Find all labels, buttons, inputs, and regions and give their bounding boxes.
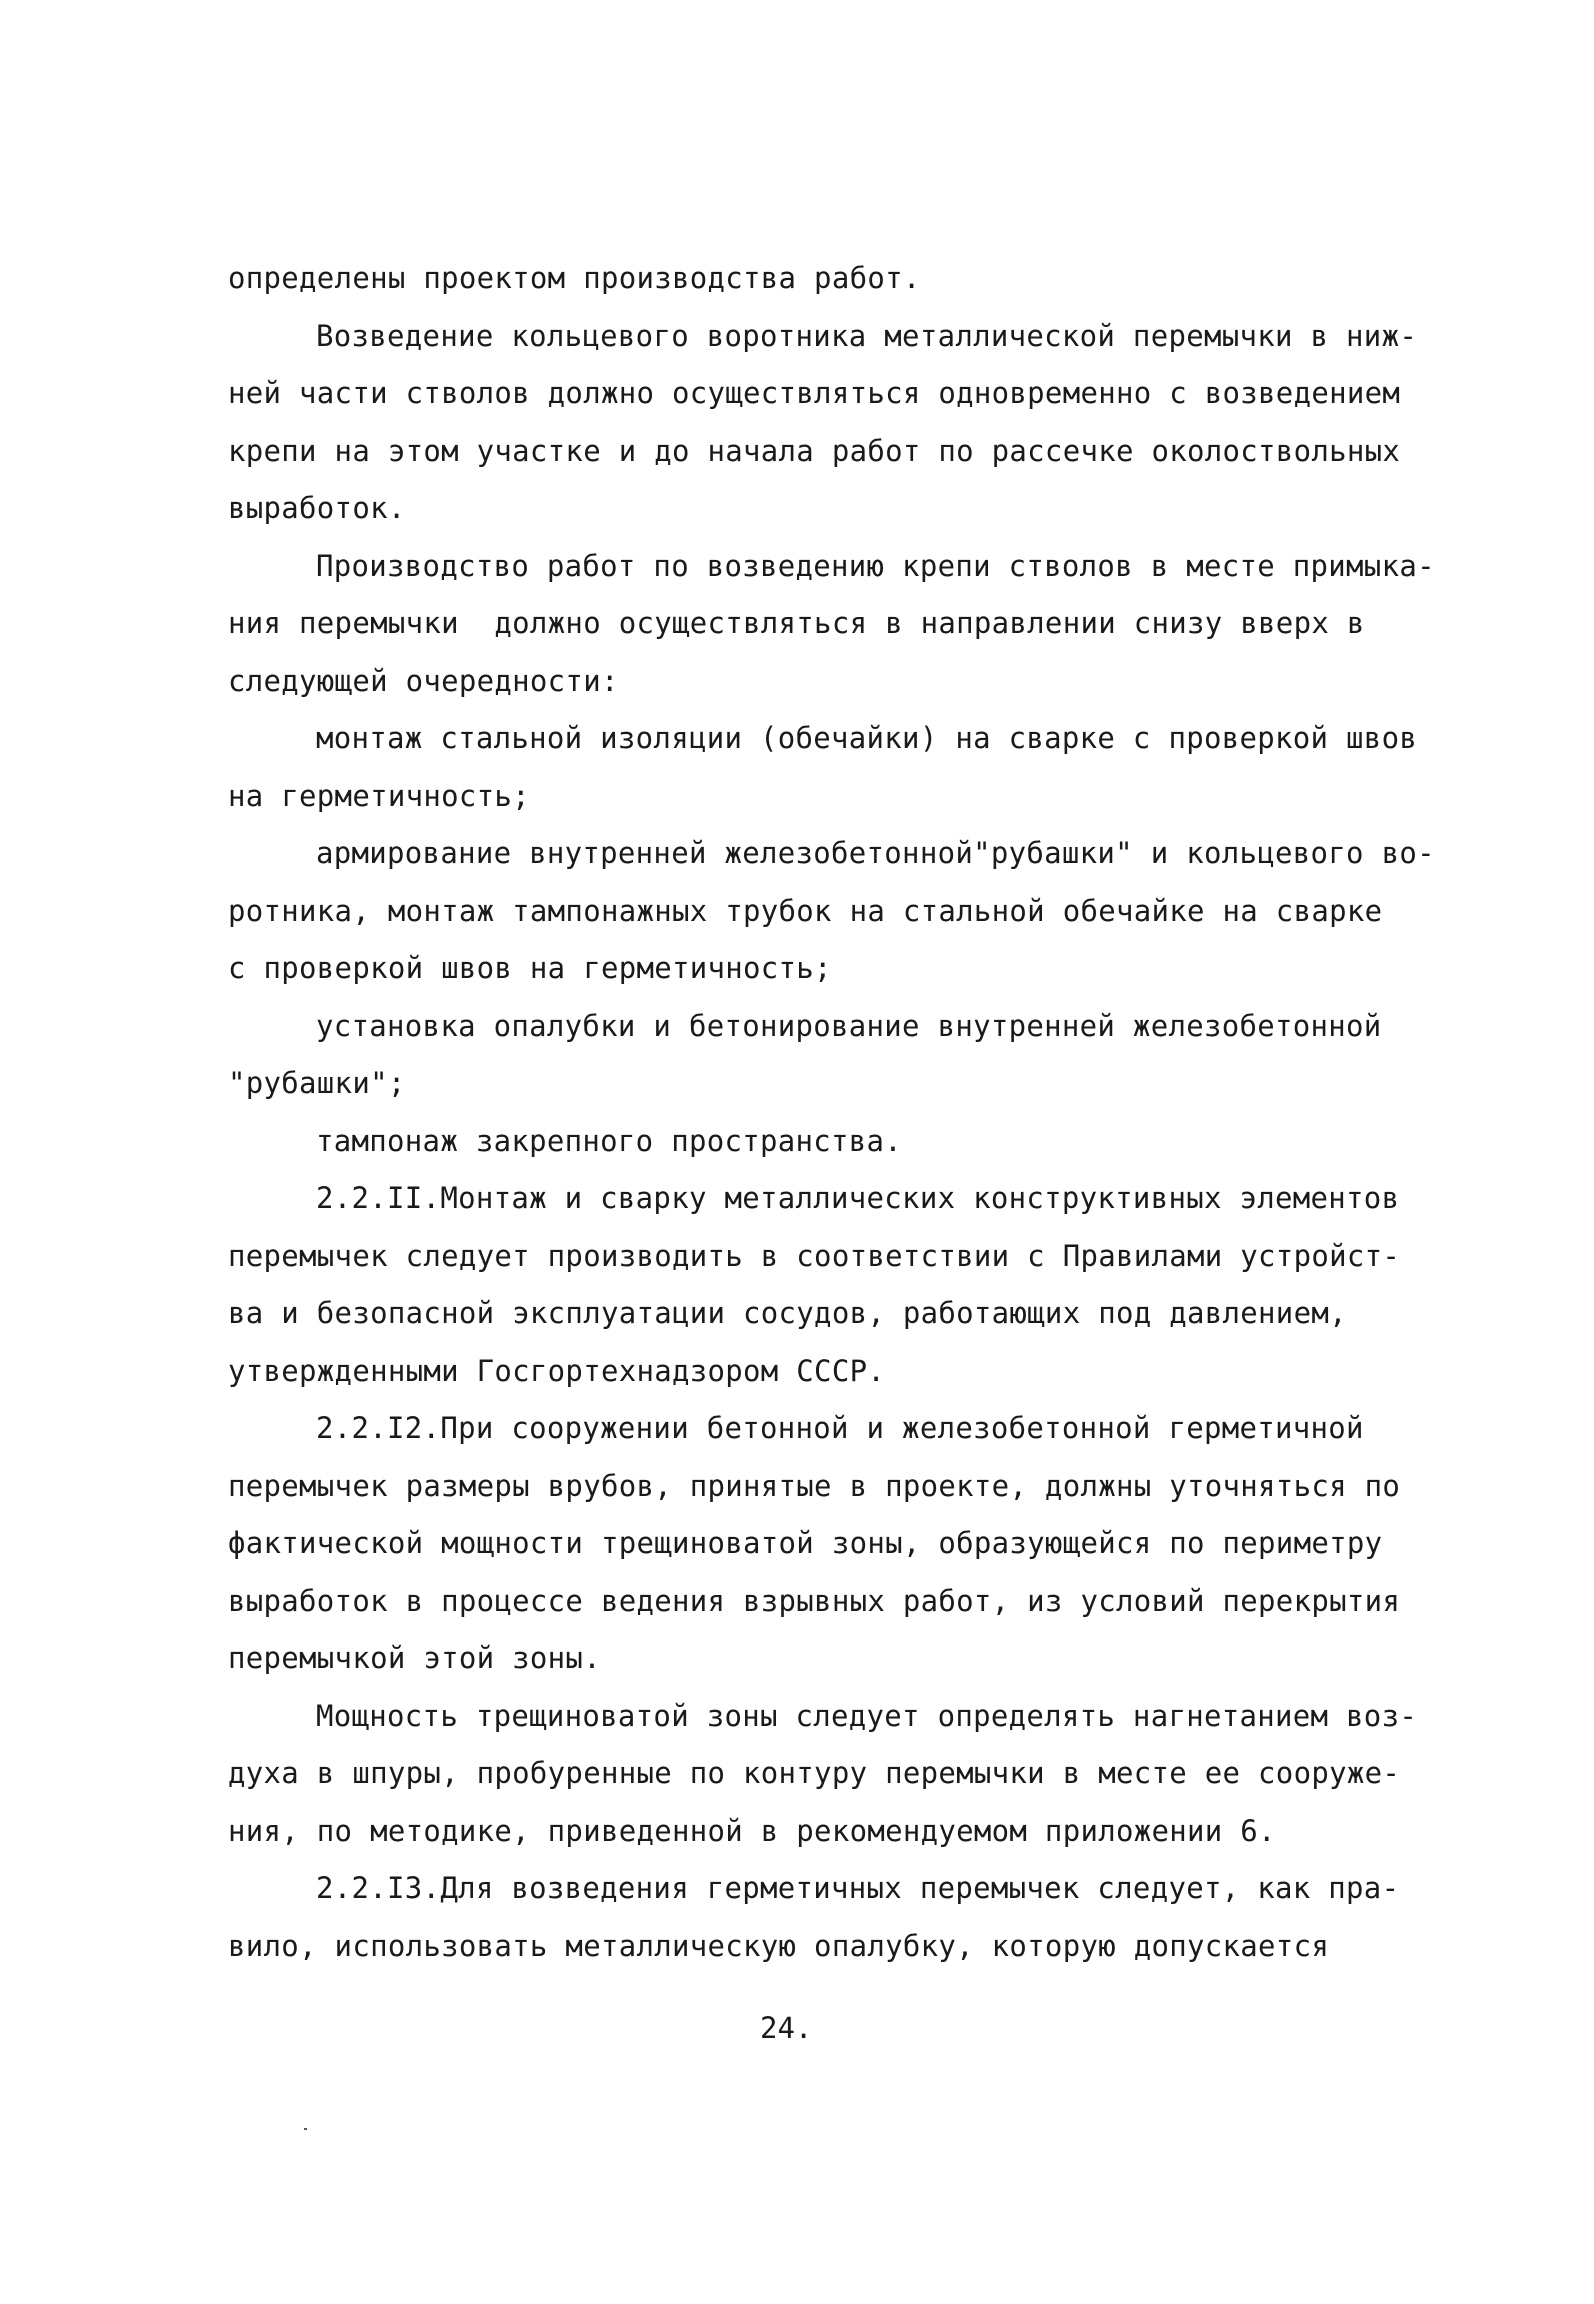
text-line: выработок в процессе ведения взрывных работ, из условий перекрытия: [228, 1583, 1401, 1618]
text-line: определены проектом производства работ.: [228, 261, 921, 295]
text-line: Мощность трещиноватой зоны следует определять нагнетанием воз-: [316, 1698, 1418, 1733]
text-line: армирование внутренней железобетонной"рубашки" и кольцевого во-: [316, 836, 1435, 870]
text-line: установка опалубки и бетонирование внутренней железобетонной: [316, 1008, 1382, 1043]
text-line: ротника, монтаж тампонажных трубок на стальной обечайке на сварке: [228, 893, 1383, 928]
text-line: утвержденными Госгортехнадзором СССР.: [228, 1353, 886, 1388]
text-line: "рубашки";: [228, 1066, 406, 1100]
text-line: на герметичность;: [228, 778, 530, 813]
text-line: вило, использовать металлическую опалубку, которую допускается: [228, 1928, 1330, 1963]
text-line: духа в шпуры, пробуренные по контуру перемычки в месте ее сооруже-: [228, 1756, 1401, 1790]
text-line: монтаж стальной изоляции (обечайки) на сварке с проверкой швов: [316, 721, 1418, 755]
text-line: фактической мощности трещиноватой зоны, образующейся по периметру: [228, 1526, 1383, 1560]
text-line: Производство работ по возведению крепи стволов в месте примыка-: [316, 548, 1435, 583]
text-line: 2.2.I3.Для возведения герметичных перемычек следует, как пра-: [316, 1871, 1400, 1905]
text-line: перемычкой этой зоны.: [228, 1641, 601, 1675]
scan-speck: [304, 2128, 307, 2130]
text-line: 2.2.II.Монтаж и сварку металлических конструктивных элементов: [316, 1181, 1400, 1215]
text-line: крепи на этом участке и до начала работ по рассечке околоствольных: [228, 433, 1401, 468]
text-line: ния перемычки должно осуществляться в направлении снизу вверх в: [228, 606, 1365, 640]
text-line: ния, по методике, приведенной в рекомендуемом приложении 6.: [228, 1813, 1276, 1848]
text-line: Возведение кольцевого воротника металлической перемычки в ниж-: [316, 318, 1418, 353]
text-line: с проверкой швов на герметичность;: [228, 951, 832, 985]
text-line: выработок.: [228, 491, 406, 525]
text-line: ва и безопасной эксплуатации сосудов, работающих под давлением,: [228, 1296, 1347, 1330]
text-line: тампонаж закрепного пространства.: [316, 1123, 903, 1158]
text-line: следующей очередности:: [228, 663, 619, 698]
text-line: перемычек следует производить в соответствии с Правилами устройст-: [228, 1238, 1401, 1273]
text-line: 2.2.I2.При сооружении бетонной и железобетонной герметичной: [316, 1411, 1364, 1445]
text-line: перемычек размеры врубов, принятые в проекте, должны уточняться по: [228, 1468, 1401, 1503]
body-text: [228, 250, 1435, 1975]
page-number: 24.: [760, 2011, 813, 2045]
text-line: ней части стволов должно осуществляться одновременно с возведением: [228, 376, 1401, 410]
